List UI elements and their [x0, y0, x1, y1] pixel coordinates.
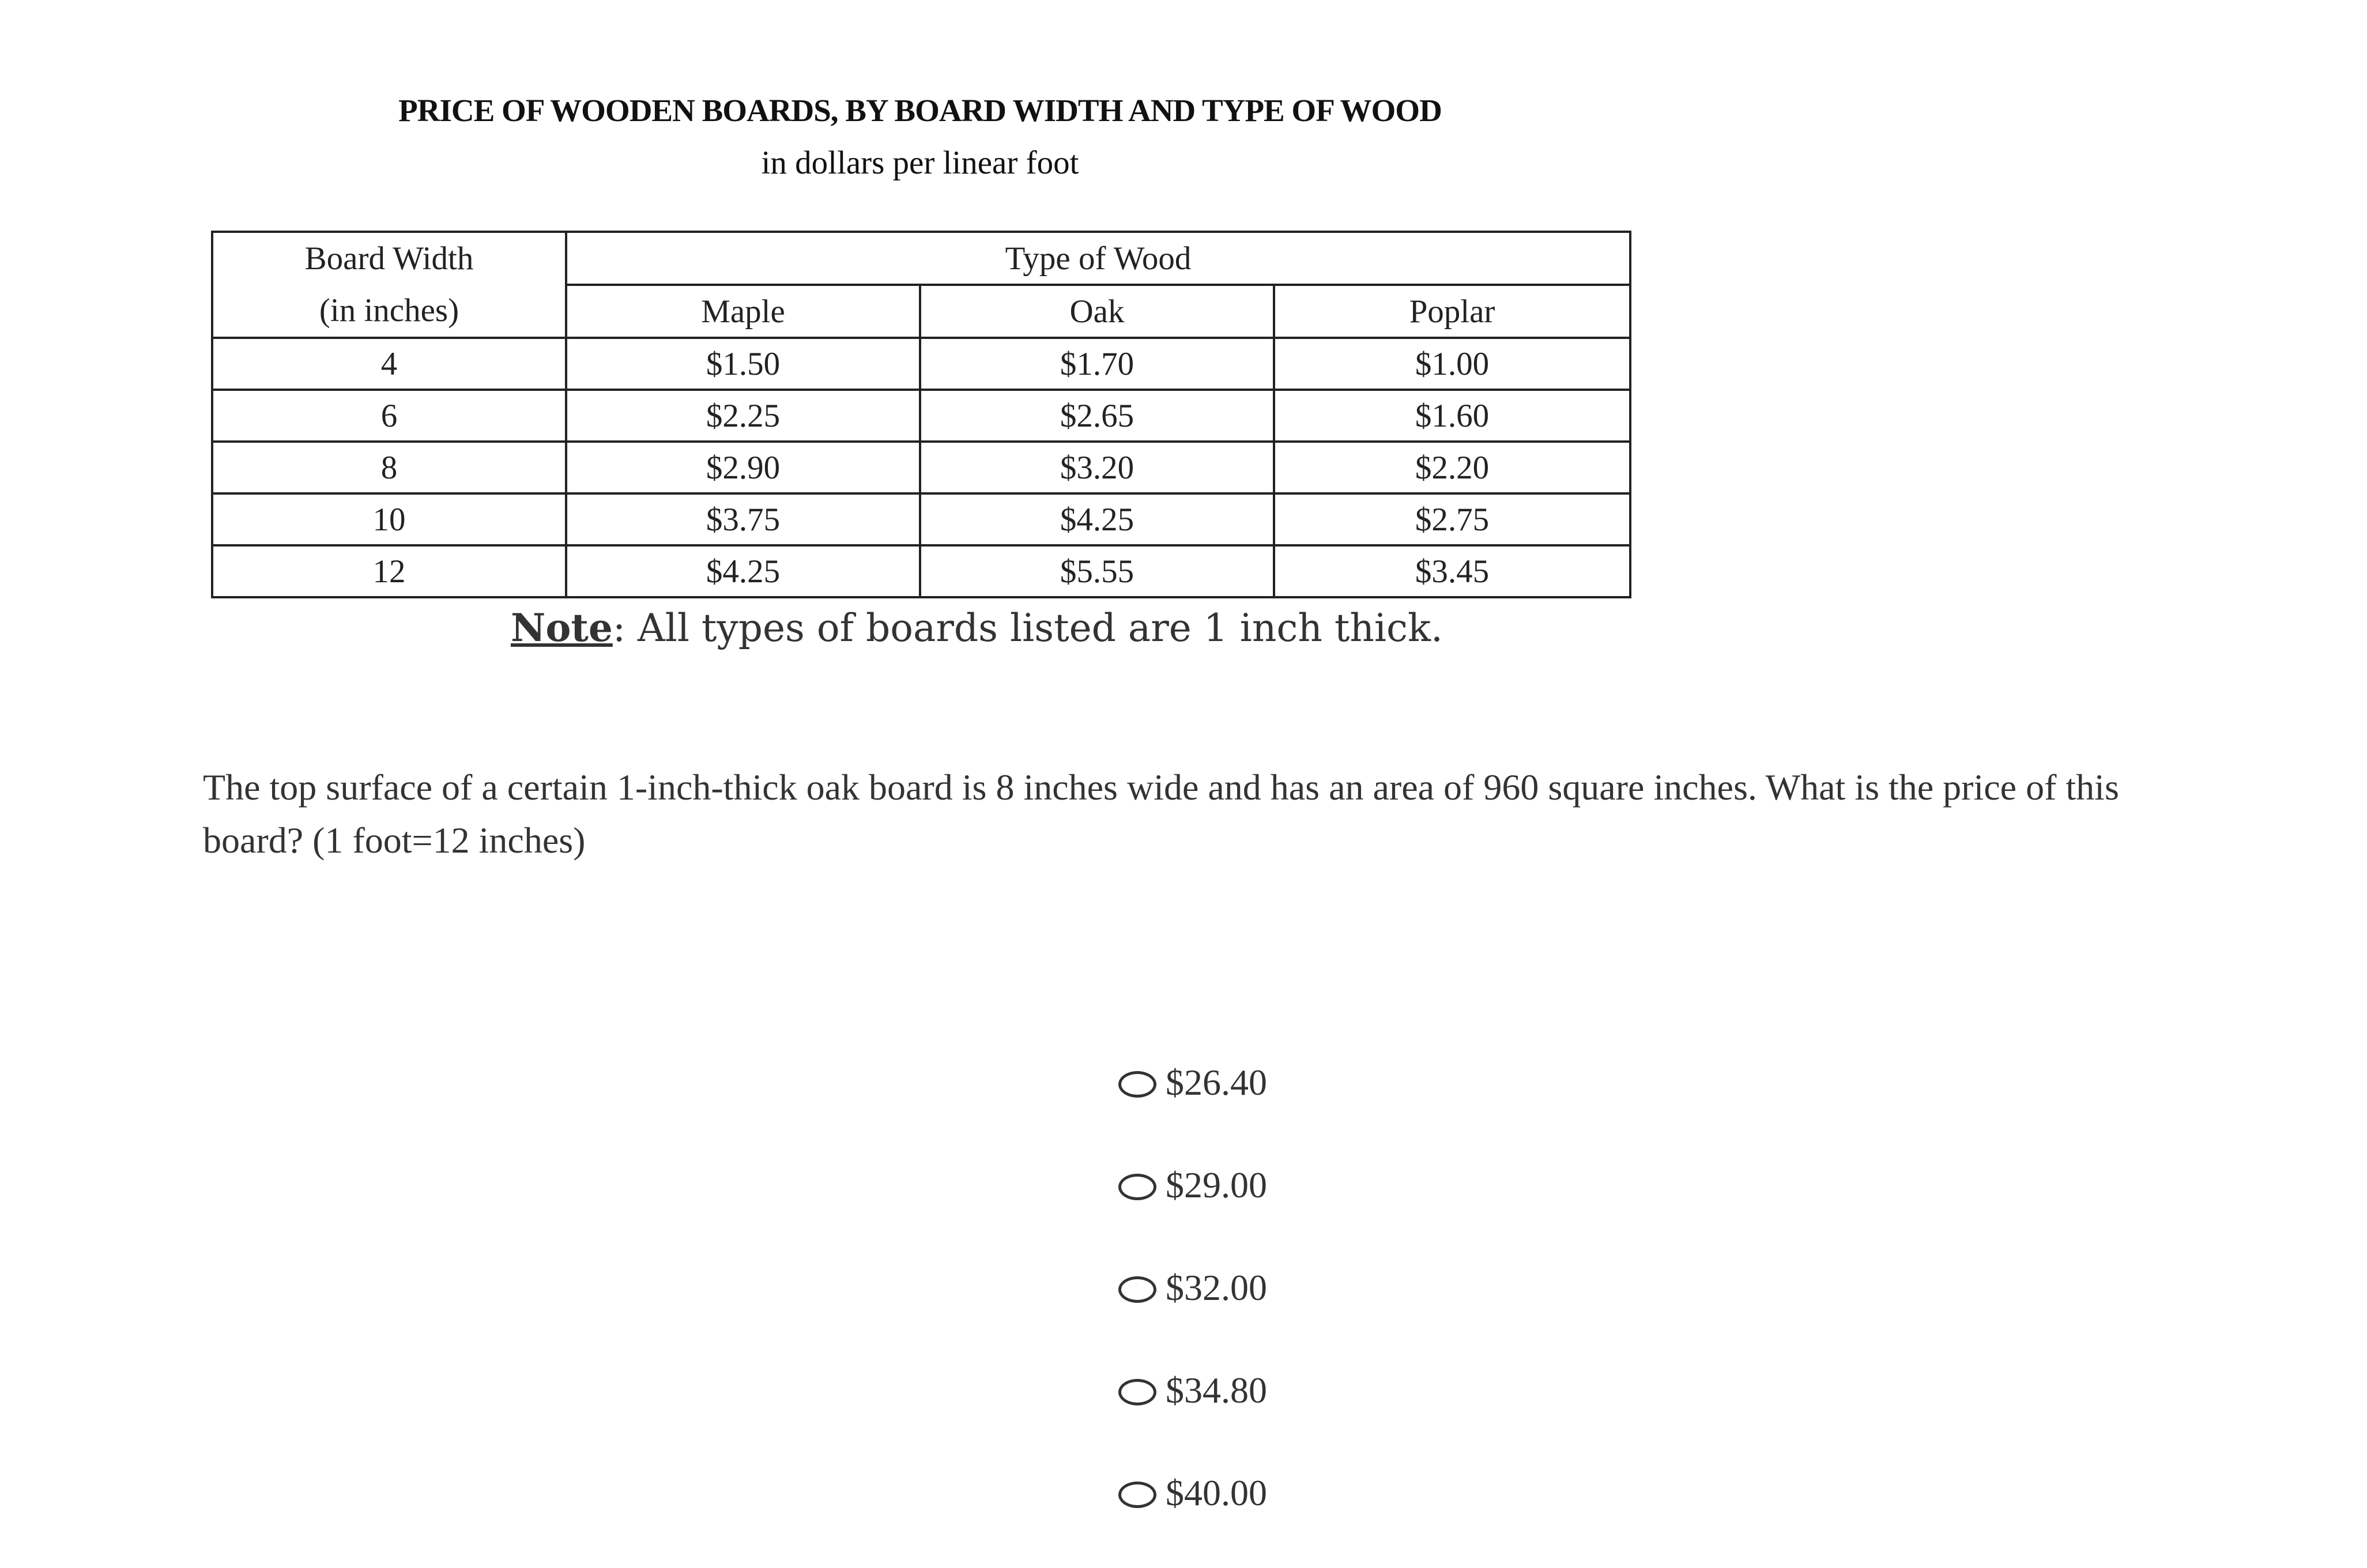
cell-poplar: $2.20 — [1274, 442, 1630, 493]
cell-maple: $4.25 — [566, 545, 920, 597]
cell-poplar: $3.45 — [1274, 545, 1630, 597]
column-header-oak: Oak — [920, 285, 1274, 338]
cell-maple: $2.90 — [566, 442, 920, 493]
cell-poplar: $1.60 — [1274, 390, 1630, 442]
column-header-maple: Maple — [566, 285, 920, 338]
cell-oak: $5.55 — [920, 545, 1274, 597]
note-label: Note — [511, 605, 613, 650]
radio-icon[interactable] — [1118, 1071, 1156, 1098]
answer-choice-1[interactable] — [1118, 1055, 1267, 1158]
cell-width: 8 — [212, 442, 566, 493]
answer-choice-label: $34.80 — [1166, 1370, 1267, 1411]
column-header-poplar: Poplar — [1274, 285, 1630, 338]
cell-width: 12 — [212, 545, 566, 597]
table-row — [212, 493, 1630, 545]
table-header-row — [212, 232, 1630, 285]
radio-icon[interactable] — [1118, 1379, 1156, 1405]
question-text: The top surface of a certain 1-inch-thick oak board is 8 inches wide and has an area of 960 square inches. What is the price of this board? (1 foot=12 inches) — [203, 767, 2119, 861]
cell-oak: $1.70 — [920, 338, 1274, 390]
wood-type-header: Type of Wood — [566, 232, 1630, 285]
answer-choice-5[interactable] — [1118, 1465, 1267, 1568]
cell-poplar: $2.75 — [1274, 493, 1630, 545]
note-text: : All types of boards listed are 1 inch thick. — [612, 606, 1443, 650]
answer-choice-4[interactable] — [1118, 1363, 1267, 1465]
cell-maple: $2.25 — [566, 390, 920, 442]
answer-choice-label: $26.40 — [1166, 1062, 1267, 1103]
board-width-header-line1: Board Width — [304, 240, 474, 277]
cell-poplar: $1.00 — [1274, 338, 1630, 390]
cell-oak: $4.25 — [920, 493, 1274, 545]
table-row — [212, 442, 1630, 493]
radio-icon[interactable] — [1118, 1482, 1156, 1508]
table-row — [212, 390, 1630, 442]
cell-maple: $1.50 — [566, 338, 920, 390]
cell-oak: $3.20 — [920, 442, 1274, 493]
board-width-header — [212, 232, 566, 338]
table-title: PRICE OF WOODEN BOARDS, BY BOARD WIDTH AND TYPE OF WOOD — [398, 93, 1442, 128]
table-subtitle: in dollars per linear foot — [761, 145, 1079, 181]
radio-icon[interactable] — [1118, 1174, 1156, 1200]
answer-choice-3[interactable] — [1118, 1260, 1267, 1363]
answer-choice-2[interactable] — [1118, 1158, 1267, 1260]
table-row — [212, 338, 1630, 390]
cell-oak: $2.65 — [920, 390, 1274, 442]
price-table — [211, 231, 1631, 598]
radio-icon[interactable] — [1118, 1276, 1156, 1303]
table-note — [511, 605, 1443, 650]
cell-width: 6 — [212, 390, 566, 442]
answer-choice-label: $32.00 — [1166, 1267, 1267, 1308]
cell-width: 10 — [212, 493, 566, 545]
answer-choices — [1118, 1055, 1267, 1568]
cell-width: 4 — [212, 338, 566, 390]
table-row — [212, 545, 1630, 597]
answer-choice-label: $40.00 — [1166, 1472, 1267, 1513]
cell-maple: $3.75 — [566, 493, 920, 545]
board-width-header-line2: (in inches) — [319, 292, 459, 329]
answer-choice-label: $29.00 — [1166, 1164, 1267, 1205]
